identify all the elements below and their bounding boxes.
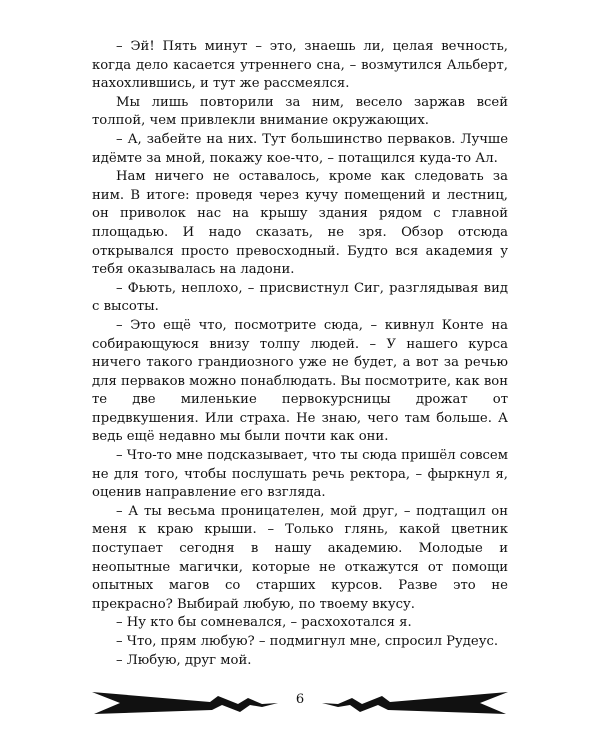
text-block bbox=[92, 38, 508, 670]
paragraph: – Фьють, неплохо, – присвистнул Сиг, разглядывая вид с высоты. bbox=[92, 280, 508, 315]
paragraph: – Любую, друг мой. bbox=[116, 652, 252, 668]
paragraph: Мы лишь повторили за ним, весело заржав всей толпой, чем привлекли внимание окружающих. bbox=[92, 94, 508, 129]
paragraph: – Эй! Пять минут – это, знаешь ли, целая вечность, когда дело касается утреннего сна, – возмутился Альберт, нахохлившись, и тут же рассмеялся. bbox=[92, 39, 508, 92]
page-footer bbox=[0, 688, 600, 718]
paragraph: – Что-то мне подсказывает, что ты сюда пришёл совсем не для того, чтобы послушать речь ректора, – фыркнул я, оценив направление его взгляда. bbox=[92, 448, 508, 501]
paragraph: – Что, прям любую? – подмигнул мне, спросил Рудеус. bbox=[116, 634, 499, 649]
paragraph: Нам ничего не оставалось, кроме как следовать за ним. В итоге: проведя через кучу помещений и лестниц, он приволок нас на крышу здания рядом с главной площадью. И надо сказать, не зря. Обзор отсюда открывался просто превосходный. Будто вся академия у тебя оказывалась на ладони. bbox=[92, 169, 508, 278]
paragraph: – А ты весьма проницателен, мой друг, – подтащил он меня к краю крыши. – Только глянь, какой цветник поступает сегодня в нашу академию. Молодые и неопытные магички, которые не откажутся от помощи опытных магов со старших курсов. Разве это не прекрасно? Выбирай любую, по твоему вкусу. bbox=[92, 503, 508, 612]
paragraph: – А, забейте на них. Тут большинство перваков. Лучше идёмте за мной, покажу кое-что, – потащился куда-то Ал. bbox=[92, 131, 508, 166]
paragraph: – Ну кто бы сомневался, – расхохотался я. bbox=[116, 615, 412, 631]
paragraph: – Это ещё что, посмотрите сюда, – кивнул Конте на собирающуюся внизу толпу людей. – У нашего курса ничего такого грандиозного уже не будет, а вот за речью для перваков можно понаблюдать. Вы посмотрите, как вон те две миленькие первокурсницы дрожат от предвкушения. Или страха. Не знаю, чего там больше. А ведь ещё недавно мы были почти как они. bbox=[92, 317, 508, 445]
page-number: 6 bbox=[295, 692, 305, 707]
